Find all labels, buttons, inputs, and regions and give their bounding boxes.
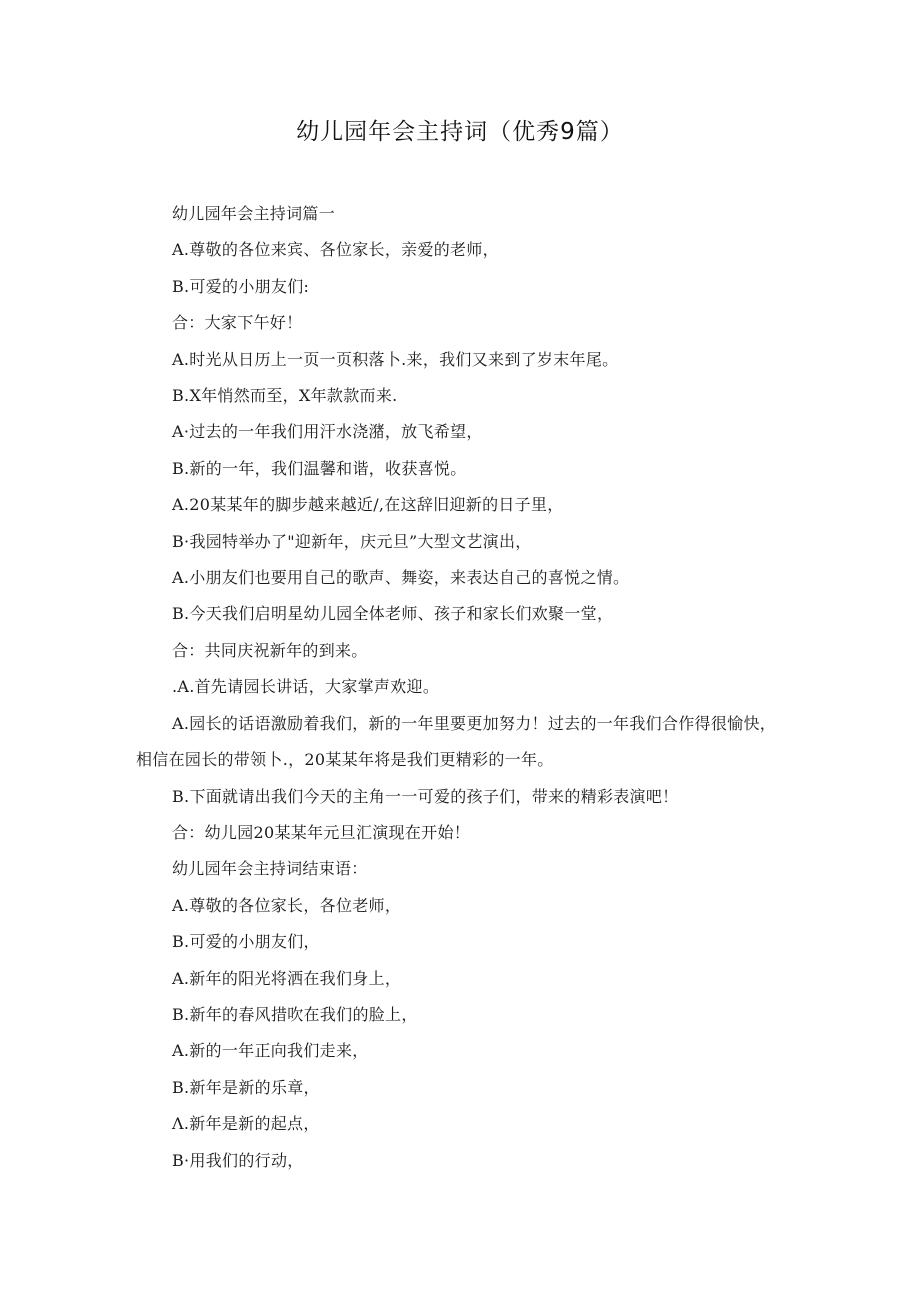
- paragraph-9: A.20某某年的脚步越来越近/,在这辞旧迎新的日子里，: [172, 495, 564, 515]
- paragraph-14: .A.首先请园长讲话，大家掌声欢迎。: [172, 677, 440, 697]
- paragraph-1: 幼儿园年会主持词篇一: [172, 204, 336, 223]
- document-body: [136, 196, 784, 1179]
- paragraph-22: B.新年的春风措吹在我们的脸上，: [172, 1004, 418, 1024]
- paragraph-24: B.新年是新的乐章，: [172, 1077, 320, 1097]
- paragraph-12: B.今天我们启明星幼儿园全体老师、孩子和家长们欢聚一堂，: [172, 604, 614, 624]
- paragraph-19: A.尊敬的各位家长，各位老师，: [172, 895, 402, 915]
- document-title: 幼儿园年会主持词（优秀9篇）: [296, 119, 624, 145]
- paragraph-8: B.新的一年，我们温馨和谐，收获喜悦。: [172, 458, 467, 478]
- paragraph-25: Λ.新年是新的起点，: [172, 1114, 320, 1134]
- paragraph-17: 合：幼儿园20某某年元旦汇演现在开始！: [172, 822, 471, 842]
- paragraph-23: A.新的一年正向我们走来，: [172, 1041, 369, 1061]
- paragraph-20: B.可爱的小朋友们，: [172, 932, 320, 952]
- paragraph-5: A.时光从日历上一页一页积落卜.来，我们又来到了岁末年尾。: [172, 349, 619, 369]
- paragraph-21: A.新年的阳光将洒在我们身上，: [172, 968, 402, 988]
- paragraph-18: 幼儿园年会主持词结束语：: [172, 859, 368, 879]
- paragraph-6: B.X年悄然而至，X年款款而来.: [172, 386, 398, 406]
- paragraph-4: 合：大家下午好！: [172, 313, 303, 333]
- paragraph-7: A·过去的一年我们用汗水浇潴，放飞希望，: [172, 422, 483, 442]
- paragraph-10: B·我园特举办了"迎新年，庆元旦”大型文艺演出，: [172, 531, 532, 551]
- paragraph-15: A.园长的话语激励着我们，新的一年里要更加努力！过去的一年我们合作得很愉快，相信在园长的带领卜.，20某某年将是我们更精彩的一年。: [136, 713, 777, 770]
- paragraph-2: A.尊敬的各位来宾、各位家长，亲爱的老师，: [172, 240, 499, 260]
- paragraph-16: B.下面就请出我们今天的主角一一可爱的孩子们，带来的精彩表演吧！: [172, 786, 679, 806]
- paragraph-11: A.小朋友们也要用自己的歌声、舞姿，来表达自己的喜悦之情。: [172, 568, 630, 588]
- paragraph-3: B.可爱的小朋友们:: [172, 276, 310, 296]
- paragraph-26: B·用我们的行动，: [172, 1150, 304, 1170]
- paragraph-13: 合：共同庆祝新年的到来。: [172, 640, 368, 660]
